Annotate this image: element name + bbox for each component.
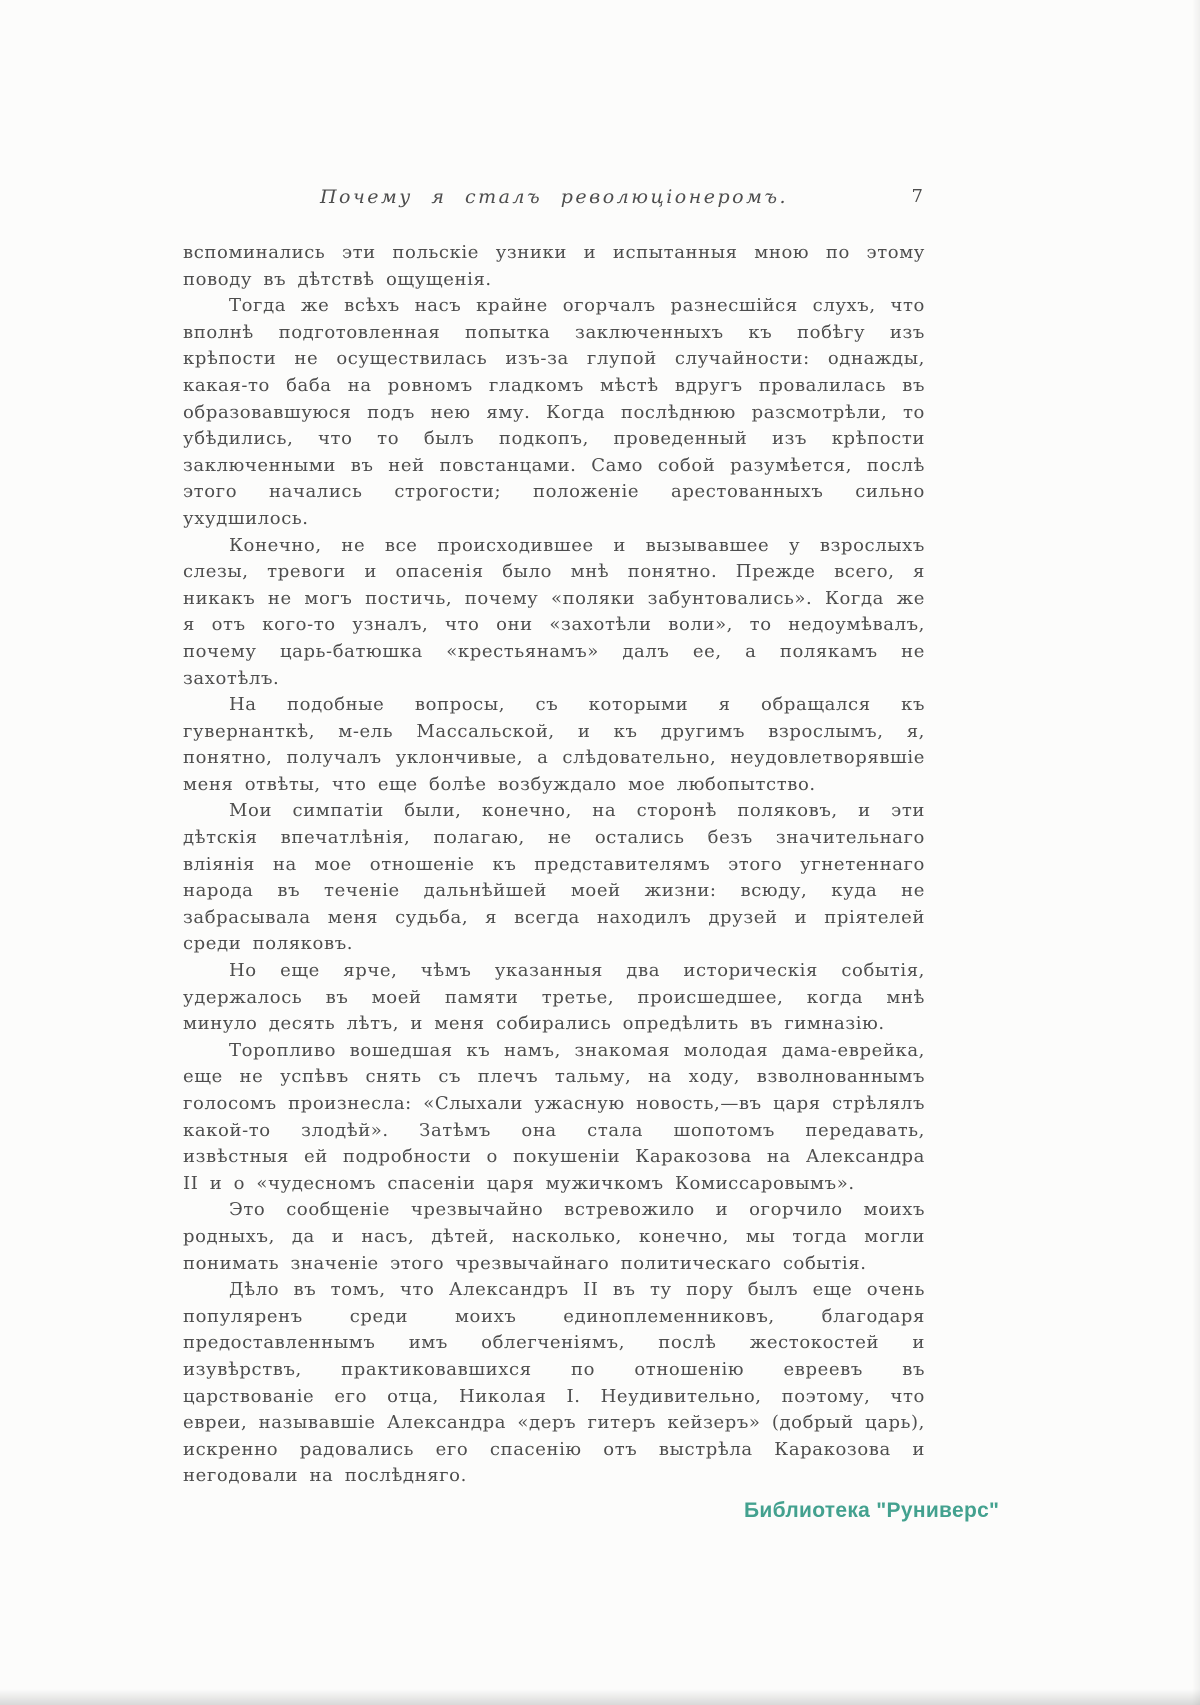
paragraph-6: Но еще ярче, чѣмъ указанныя два историческія событія, удержалось въ моей памяти третье, происшедшее, когда мнѣ минуло десять лѣтъ, и меня собирались опредѣлить въ гимназію. <box>183 960 925 1035</box>
page-number: 7 <box>911 186 923 207</box>
body-text <box>183 240 925 1490</box>
paragraph-9: Дѣло въ томъ, что Александръ II въ ту пору былъ еще очень популяренъ среди моихъ единоплеменниковъ, благодаря предоставленнымъ имъ облегченіямъ, послѣ жестокостей и изувѣрствъ, практиковавшихся по отношенію евреевъ въ царствованіе его отца, Николая I. Неудивительно, поэтому, что евреи, называвшіе Александра «деръ гитеръ кейзеръ» (добрый царь), искренно радовались его спасенію отъ выстрѣла Каракозова и негодовали на послѣдняго. <box>183 1279 925 1487</box>
paragraph-8: Это сообщеніе чрезвычайно встревожило и огорчило моихъ родныхъ, да и насъ, дѣтей, насколько, конечно, мы тогда могли понимать значеніе этого чрезвычайнаго политическаго событія. <box>183 1199 925 1274</box>
paragraph-3: Конечно, не все происходившее и вызывавшее у взрослыхъ слезы, тревоги и опасенія было мнѣ понятно. Прежде всего, я никакъ не могъ постичь, почему «поляки забунтовались». Когда же я отъ кого-то узналъ, что они «захотѣли воли», то недоумѣвалъ, почему царь-батюшка «крестьянамъ» далъ ее, а полякамъ не захотѣлъ. <box>183 534 925 689</box>
paragraph-5: Мои симпатіи были, конечно, на сторонѣ поляковъ, и эти дѣтскія впечатлѣнія, полагаю, не остались безъ значительнаго вліянія на мое отношеніе къ представителямъ этого угнетеннаго народа въ теченіе дальнѣйшей моей жизни: всюду, куда не забрасывала меня судьба, я всегда находилъ друзей и пріятелей среди поляковъ. <box>183 800 925 955</box>
paragraph-7: Торопливо вошедшая къ намъ, знакомая молодая дама-еврейка, еще не успѣвъ снять съ плечъ тальму, на ходу, взволнованнымъ голосомъ произнесла: «Слыхали ужасную новость,—въ царя стрѣлялъ какой-то злодѣй». Затѣмъ она стала шопотомъ передавать, извѣстныя ей подробности о покушеніи Каракозова на Александра II и о «чудесномъ спасеніи царя мужичкомъ Комиссаровымъ». <box>183 1039 925 1194</box>
paragraph-4: На подобные вопросы, съ которыми я обращался къ гувернанткѣ, м-ель Массальской, и къ другимъ взрослымъ, я, понятно, получалъ уклончивые, а слѣдовательно, неудовлетворявшіе меня отвѣты, что еще болѣе возбуждало мое любопытство. <box>183 694 925 795</box>
scan-edge-shadow-right <box>1192 0 1200 1705</box>
paragraph-1: вспоминались эти польскіе узники и испытанныя мною по этому поводу въ дѣтствѣ ощущенія. <box>183 242 925 290</box>
library-watermark: Библиотека "Руниверс" <box>744 1499 1000 1522</box>
scan-edge-shadow-bottom <box>0 1689 1200 1705</box>
paragraph-2: Тогда же всѣхъ насъ крайне огорчалъ разнесшійся слухъ, что вполнѣ подготовленная попытка заключенныхъ къ побѣгу изъ крѣпости не осуществилась изъ-за глупой случайности: однажды, какая-то баба на ровномъ гладкомъ мѣстѣ вдругъ провалилась въ образовавшуюся подъ нею яму. Когда послѣднюю разсмотрѣли, то убѣдились, что то былъ подкопъ, проведенный изъ крѣпости заключенными въ ней повстанцами. Само собой разумѣется, послѣ этого начались строгости; положеніе арестованныхъ сильно ухудшилось. <box>183 295 925 529</box>
running-title: Почему я сталъ революціонеромъ. <box>319 186 789 208</box>
page-header <box>183 186 925 216</box>
